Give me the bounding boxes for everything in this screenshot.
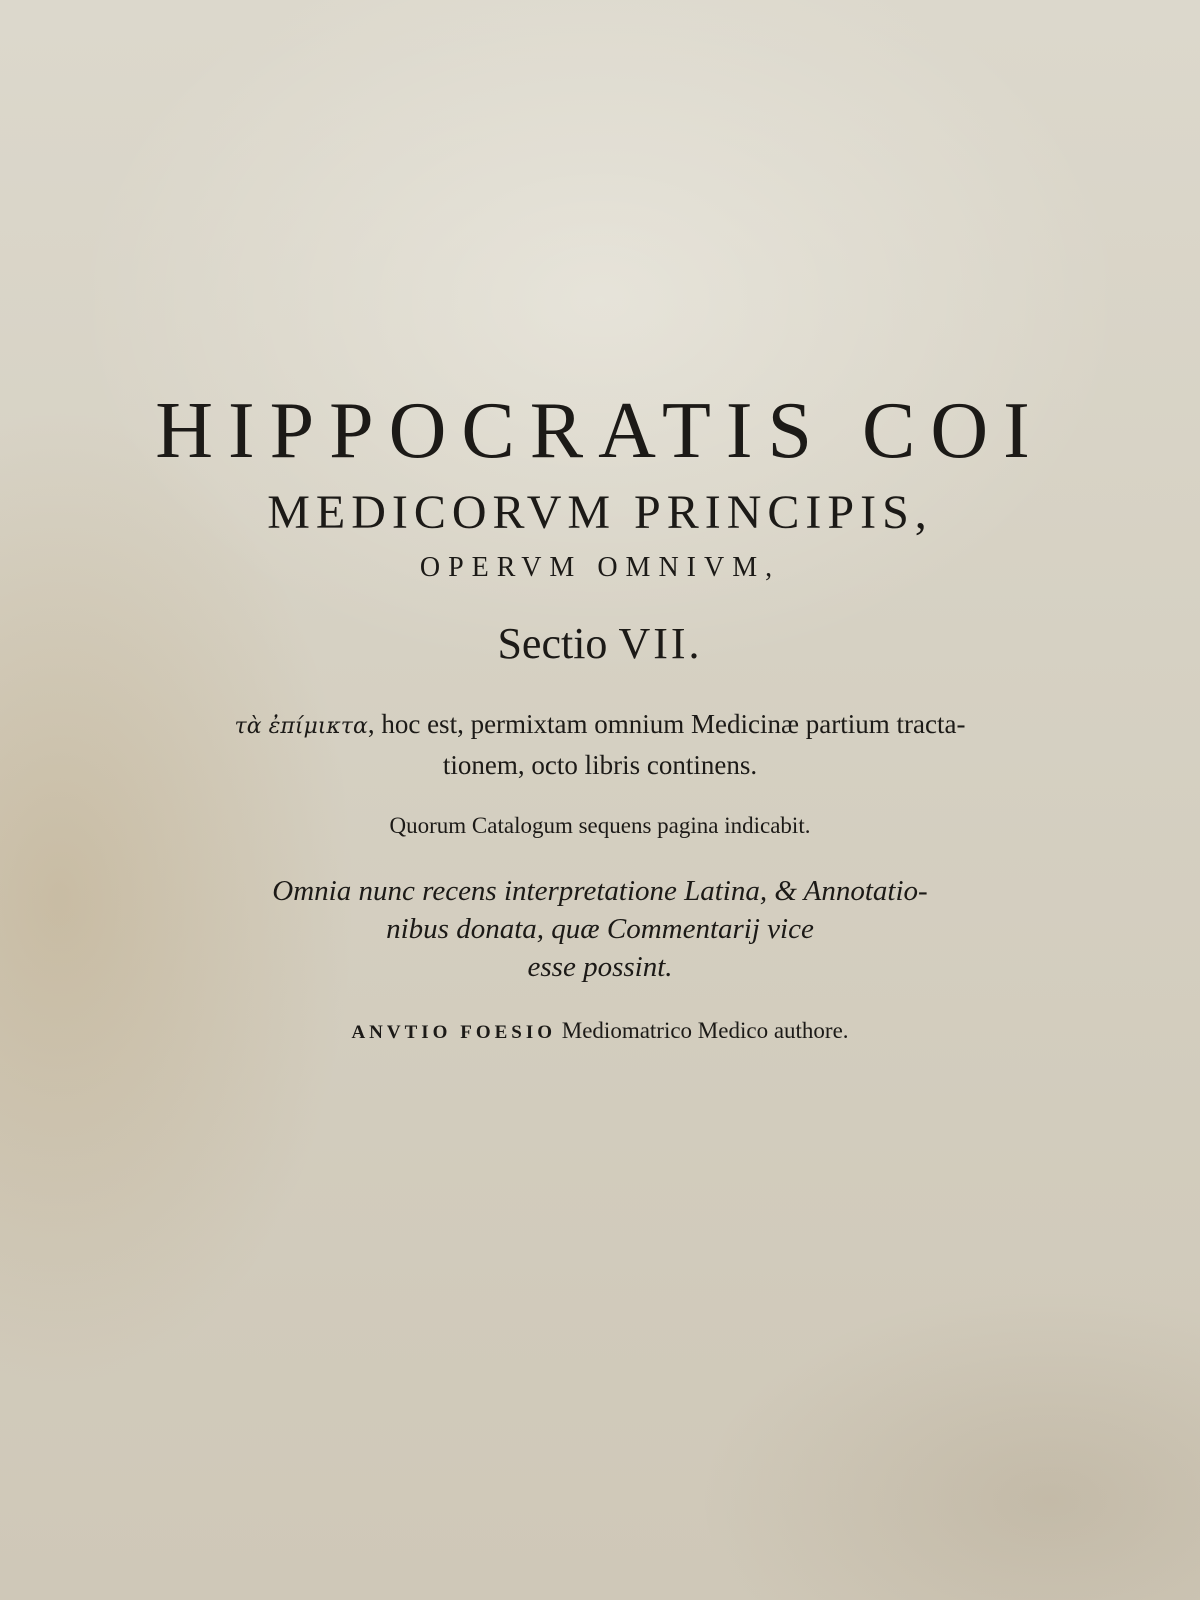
interpretation-block	[0, 872, 1200, 986]
catalog-note: Quorum Catalogum sequens pagina indicabit.	[389, 813, 811, 838]
author-line	[0, 1018, 1200, 1044]
section-word: Sectio	[497, 619, 608, 668]
author-name: ANVTIO FOESIO	[351, 1022, 557, 1043]
book-title-line-3: OPERVM OMNIVM,	[419, 552, 781, 583]
interpretation-line-2: nibus donata, quæ Commentarij vice	[386, 913, 814, 945]
book-title-line-2: MEDICORVM PRINCIPIS,	[267, 486, 933, 539]
description-block	[0, 705, 1200, 784]
interpretation-line-3: esse possint.	[527, 951, 673, 983]
book-title-line-1: HIPPOCRATIS COI	[155, 387, 1045, 475]
description-line-1-text: , hoc est, permixtam omnium Medicinæ partium tracta-	[367, 709, 966, 739]
greek-term: τὰ ἐπίμικτα	[234, 714, 368, 739]
interpretation-line-1: Omnia nunc recens interpretatione Latina, & Annotatio-	[272, 875, 928, 907]
description-line-1	[0, 705, 1200, 746]
section-number: VII.	[618, 619, 703, 668]
description-line-2: tionem, octo libris continens.	[442, 750, 758, 780]
author-description: Mediomatrico Medico authore.	[561, 1018, 849, 1043]
section-heading	[0, 618, 1200, 669]
